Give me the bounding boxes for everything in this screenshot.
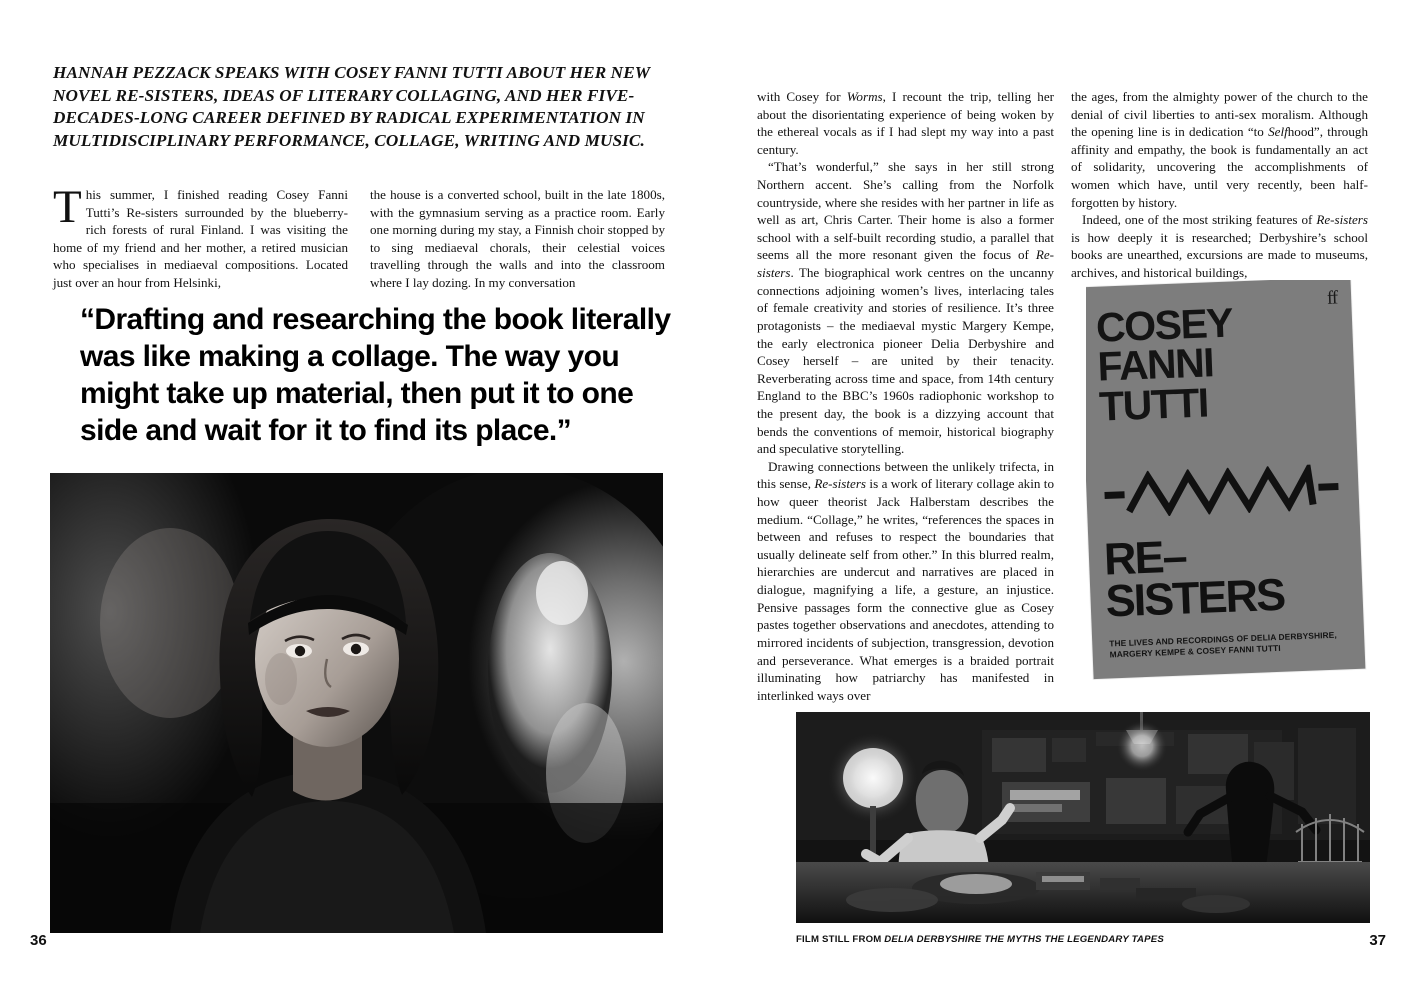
intro-paragraph-2: the house is a converted school, built in the late 1800s, with the gymnasium serving as a practice room. Early one morning during my stay, a Finnish choir stopped by to sing mediaeval chorals, their celestial voices travelling through the walls and into the classroom where I lay dozing. In my conversation: [370, 187, 665, 291]
caption-title: DELIA DERBYSHIRE THE MYTHS THE LEGENDARY TAPES: [884, 934, 1164, 945]
page-number-right: 37: [1369, 932, 1386, 949]
book-cover-image: [1086, 280, 1371, 680]
author-line-3: TUTTI: [1098, 379, 1209, 430]
author-line-1: COSEY: [1095, 299, 1233, 351]
title-line-2: SISTERS: [1104, 568, 1286, 627]
title-line-1: RE–: [1103, 530, 1187, 585]
author-line-2: FANNI: [1096, 339, 1214, 391]
film-still-photo: [796, 712, 1370, 923]
book-subtitle: THE LIVES AND RECORDINGS OF DELIA DERBYSHIRE, MARGERY KEMPE & COSEY FANNI TUTTI: [1109, 629, 1337, 659]
right-page: [708, 0, 1416, 1000]
body-column-b: [1071, 88, 1368, 282]
standfirst: HANNAH PEZZACK SPEAKS WITH COSEY FANNI TUTTI ABOUT HER NEW NOVEL RE-SISTERS, IDEAS OF LITERARY COLLAGING, AND HER FIVE-DECADES-LONG CAREER DEFINED BY RADICAL EXPERIMENTATION IN MULTIDISCIPLINARY PERFORMANCE, COLLAGE, WRITING AND MUSIC.: [53, 63, 650, 151]
body-paragraph: the ages, from the almighty power of the church to the denial of civil liberties to anti-sex moralism. Although the opening line is in dedication “to Selfhood”, through affinity and empathy, the book is fundamentally an act of solidarity, uncovering the accomplishments of women which have, until very recently, been half-forgotten by history.: [1071, 89, 1368, 210]
portrait-image: [50, 473, 663, 933]
drop-cap: T: [53, 181, 82, 233]
body-column-a: [757, 88, 1054, 704]
page-number-left: 36: [30, 932, 47, 949]
pull-quote: “Drafting and researching the book literally was like making a collage. The way you might take up material, then put it to one side and wait for it to find its place.”: [80, 303, 671, 447]
caption-prefix: FILM STILL FROM: [796, 934, 885, 945]
intro-column-1: [53, 181, 348, 292]
waveform-graphic: [1100, 463, 1346, 518]
book-author-name: [1095, 299, 1235, 430]
book-title: [1103, 530, 1286, 627]
intro-paragraph-1: his summer, I finished reading Cosey Fanni Tutti’s Re-sisters surrounded by the blueberry-rich forests of rural Finland. I was visiting the home of my friend and her mother, a retired musician who specialises in mediaeval compositions. Located just over an hour from Helsinki,: [53, 187, 348, 291]
publisher-logo: ff: [1326, 287, 1338, 309]
film-still-image: [796, 712, 1370, 923]
body-paragraph: Drawing connections between the unlikely trifecta, in this sense, Re-sisters is a work of literary collage akin to how queer theorist Jack Halberstam describes the medium. “Collage,” he writes, “references the spaces in between and refuses to respect the boundaries that usually delineate self from other.” In this blurred realm, hierarchies are undercut and narratives are placed in dialogue, magnifying a life, a gesture, an injustice. Pensive passages form the connective glue as Cosey pastes together observations and anecdotes, attending to mirrored incidents of subjection, transgression, devotion and perseverance. What emerges is a braided portrait illuminating how patriarchy has manifested in interlinked ways over: [757, 458, 1054, 703]
intro-column-2: [370, 186, 665, 292]
body-paragraph: with Cosey for Worms, I recount the trip, telling her about the disorientating experience of being woken by the ethereal vocals as if I had slept my way into a past century.: [757, 89, 1054, 157]
image-caption: [796, 934, 1376, 945]
portrait-photo: [50, 473, 663, 933]
body-paragraph: “That’s wonderful,” she says in her still strong Northern accent. She’s calling from the Norfolk countryside, where she resides with her partner in life as well as art, Chris Carter. Their home is also a former school with a self-built recording studio, a parallel that seems all the more resonant given the focus of Re-sisters. The biographical work centres on the uncanny connections adjoining women’s lives, interlacing tales of female creativity and stories of resilience. It’s three protagonists – the mediaeval mystic Margery Kempe, the early electronica pioneer Delia Derbyshire and Cosey herself – are united by their tenacity. Reverberating across time and space, from 14th century England to the BBC’s 1960s radiophonic workshop to the present day, the book is a dizzying account that bends the conventions of memoir, historical biography and speculative storytelling.: [757, 159, 1054, 457]
body-paragraph: Indeed, one of the most striking features of Re-sisters is how deeply it is researched; Derbyshire’s school books are unearthed, excursions are made to museums, archives, and historical buildings,: [1071, 212, 1368, 281]
intro-columns: [53, 181, 665, 292]
book-cover-card: [1086, 280, 1365, 679]
